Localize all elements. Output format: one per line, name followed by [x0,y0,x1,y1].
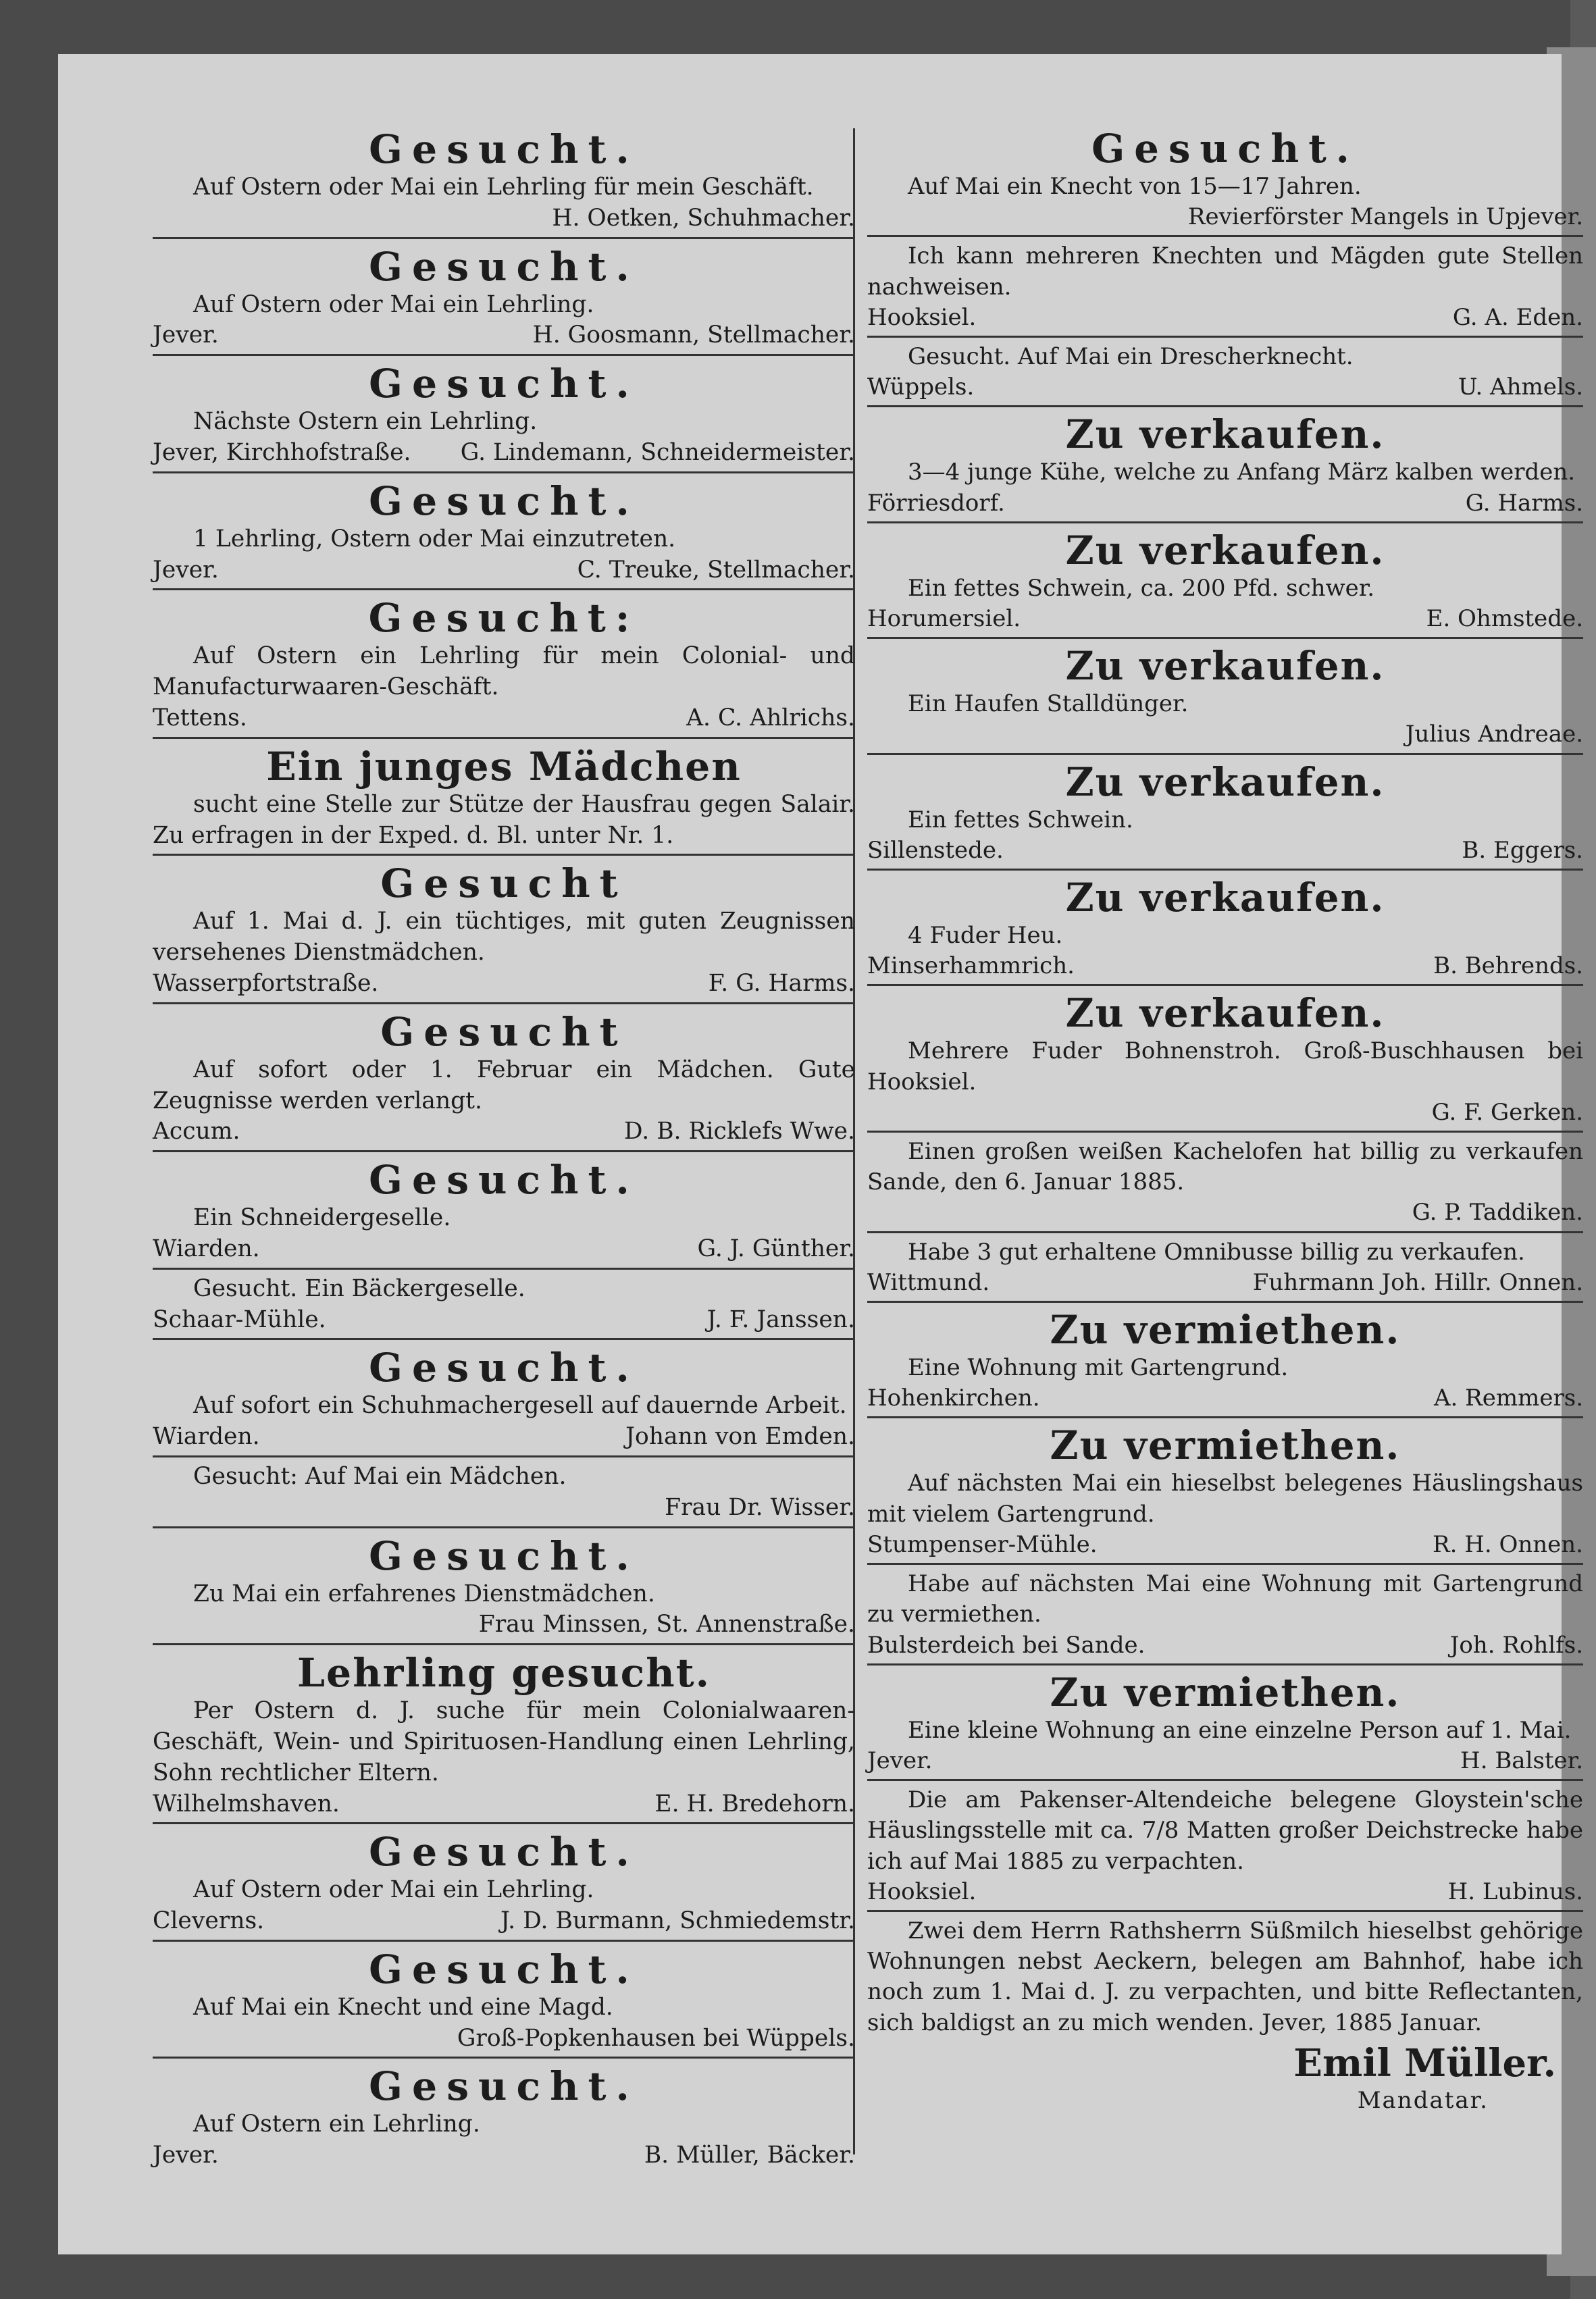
ad-place: Jever. [153,2142,219,2169]
ad-text: Gesucht: Auf Mai ein Mädchen. [193,1462,567,1490]
advertisement [153,1940,855,2057]
ad-footer [867,1877,1583,1907]
ad-footer [153,1116,855,1147]
ad-text: Die am Pakenser-Altendeiche belegene Gloystein'sche Häuslingsstelle mit ca. 7/8 Matten großer Deichstrecke habe ich auf Mai 1885 zu verpachten. [867,1786,1583,1875]
ad-signature: J. D. Burmann, Schmiedemstr. [500,1907,855,1935]
advertisement [867,1663,1583,1779]
advertisement [153,1150,855,1268]
ad-place: Wiarden. [153,1423,260,1451]
ad-signature: F. G. Harms. [708,969,855,997]
ad-heading: Gesucht. [369,126,639,172]
ad-footer [153,1493,855,1524]
ad-place: Bulsterdeich bei Sande. [867,1631,1145,1659]
ad-footer [867,1097,1583,1128]
ad-footer [867,604,1583,634]
ad-heading: Zu verkaufen. [1065,758,1385,805]
advertisement [153,1268,855,1339]
ad-signature: Johann von Emden. [625,1423,855,1451]
advertisement [867,336,1583,405]
ad-footer [867,1630,1583,1661]
advertisement [867,235,1583,336]
advertisement [867,1910,1583,2041]
ad-heading: Zu verkaufen. [1065,527,1385,573]
ad-text: Auf Mai ein Knecht und eine Magd. [193,1993,613,2021]
ad-heading: Zu verkaufen. [1065,411,1385,458]
ad-signature: G. A. Eden. [1452,303,1583,331]
ad-text: Zwei dem Herrn Rathsherrn Süßmilch hieselbst gehörige Wohnungen nebst Aeckern, belegen am Bahnhof, habe ich noch zum 1. Mai d. J. zu verpachten, und bitte Reflectanten, sich baldigst an zu mich wenden. Jever, 1885 Januar. [867,1917,1583,2036]
ad-place: Hooksiel. [867,1878,977,1905]
ad-signature: H. Lubinus. [1447,1878,1583,1905]
ad-heading: Gesucht. [369,1532,639,1579]
ad-text: Auf Ostern ein Lehrling. [193,2111,480,2138]
ad-place: Wüppels. [867,373,975,401]
ad-place: Wilhelmshaven. [153,1790,340,1817]
ad-footer [867,303,1583,333]
advertisement [153,1822,855,1940]
ad-footer [867,1383,1583,1414]
ad-footer [153,438,855,469]
ad-signature: A. C. Ahlrichs. [686,704,855,731]
ad-heading: Zu verkaufen. [1065,643,1385,690]
ad-footer [153,555,855,586]
advertisement [153,354,855,471]
ad-text: Ein fettes Schwein. [908,806,1133,833]
ad-signature: E. Ohmstede. [1426,605,1583,633]
ad-footer [867,1746,1583,1776]
ad-signature: Joh. Rohlfs. [1449,1631,1583,1659]
ad-text: Auf Ostern ein Lehrling für mein Colonial- und Manufacturwaaren-Geschäft. [153,642,855,701]
ad-text: Einen großen weißen Kachelofen hat billig zu verkaufen Sande, den 6. Januar 1885. [867,1138,1583,1196]
ad-footer [867,372,1583,403]
ad-place: Horumersiel. [867,605,1021,633]
ad-signature: H. Balster. [1460,1747,1583,1774]
ad-signature: R. H. Onnen. [1433,1530,1583,1558]
ad-place: Tettens. [153,704,247,731]
ad-text: Auf sofort oder 1. Februar ein Mädchen. Gute Zeugnisse werden verlangt. [153,1056,855,1114]
ad-heading: Gesucht. [369,360,639,407]
advertisement [867,1416,1583,1563]
ad-text: 1 Lehrling, Ostern oder Mai einzutreten. [193,525,676,552]
ad-footer [153,1906,855,1937]
ad-footer [153,968,855,1000]
ad-heading: Gesucht. [369,1828,639,1876]
ad-signature: E. H. Bredehorn. [654,1790,855,1817]
ad-place: Jever. [153,321,219,349]
ad-text: Auf nächsten Mai ein hieselbst belegenes Häuslingshaus mit vielem Gartengrund. [867,1470,1583,1528]
ad-signature: Revierförster Mangels in Upjever. [1187,203,1583,231]
ad-place: Cleverns. [153,1907,265,1935]
ad-footer [153,1234,855,1265]
ad-heading: Gesucht: [368,594,640,642]
ad-signature: H. Goosmann, Stellmacher. [532,321,855,349]
ad-place: Minserhammrich. [867,952,1075,980]
ad-heading: Zu verkaufen. [1065,990,1385,1037]
ad-signature: Frau Dr. Wisser. [665,1493,855,1521]
advertisement [867,405,1583,521]
ad-text: Ich kann mehreren Knechten und Mägden gute Stellen nachweisen. [867,242,1583,301]
advertisement [153,737,855,854]
ad-place: Schaar-Mühle. [153,1306,326,1333]
advertisement [153,122,855,237]
ad-text: sucht eine Stelle zur Stütze der Hausfrau gegen Salair. Zu erfragen in der Exped. d. Bl. unter Nr. 1. [153,790,855,849]
ad-heading: Zu vermiethen. [1050,1422,1401,1469]
ad-heading: Gesucht. [1091,126,1359,172]
ad-signature: Fuhrmann Joh. Hillr. Onnen. [1252,1268,1583,1296]
ad-place: Jever, Kirchhofstraße. [153,438,411,466]
ad-heading: Gesucht. [369,1156,639,1204]
ad-heading: Ein junges Mädchen [266,742,742,790]
ad-place: Wiarden. [153,1235,260,1262]
advertisement [153,237,855,355]
advertisement [867,984,1583,1131]
ad-text: Auf Ostern oder Mai ein Lehrling. [193,1876,594,1904]
ad-footer [153,2140,855,2171]
advertisement [867,1231,1583,1301]
ad-heading: Gesucht. [369,2063,639,2110]
advertisement [867,1301,1583,1416]
ad-signature: D. B. Ricklefs Wwe. [623,1118,855,1145]
advertisement [153,1643,855,1822]
ad-signature: G. J. Günther. [697,1235,855,1262]
left-column [153,122,855,2174]
ad-place: Wittmund. [867,1268,990,1296]
ad-text: Habe auf nächsten Mai eine Wohnung mit Gartengrund zu vermiethen. [867,1570,1583,1628]
ad-signature: Groß-Popkenhausen bei Wüppels. [457,2024,855,2052]
ad-heading: Zu vermiethen. [1050,1307,1401,1353]
ad-heading: Gesucht. [369,1344,639,1391]
ad-text: Eine kleine Wohnung an eine einzelne Person auf 1. Mai. [908,1716,1572,1744]
ad-footer [153,1609,855,1641]
ad-signature: G. Lindemann, Schneidermeister. [460,438,855,466]
ad-text: Gesucht. Ein Bäckergeselle. [193,1274,525,1302]
ad-heading: Gesucht. [369,1945,639,1992]
ad-heading: Gesucht [380,860,627,907]
advertisement [867,869,1583,984]
ad-signature: B. Behrends. [1433,952,1583,980]
advertisement [867,1131,1583,1231]
ad-heading: Zu verkaufen. [1065,875,1385,921]
ad-heading: Zu vermiethen. [1050,1669,1401,1715]
ad-text: Auf Mai ein Knecht von 15—17 Jahren. [908,173,1362,200]
ad-heading: Lehrling gesucht. [297,1649,711,1697]
closing-signature [867,2041,1583,2116]
ad-text: Eine Wohnung mit Gartengrund. [908,1354,1289,1382]
ad-signature: U. Ahmels. [1458,373,1583,401]
ad-text: Zu Mai ein erfahrenes Dienstmädchen. [193,1580,655,1607]
ad-text: Auf sofort ein Schuhmachergesell auf dauernde Arbeit. [193,1392,847,1420]
ad-place: Wasserpfortstraße. [153,969,379,997]
ad-signature: Frau Minssen, St. Annenstraße. [478,1611,855,1638]
advertisement [867,753,1583,869]
ad-footer [867,1197,1583,1228]
ad-text: Per Ostern d. J. suche für mein Colonialwaaren-Geschäft, Wein- und Spirituosen-Handlung einen Lehrling, Sohn rechtlicher Eltern. [153,1697,855,1786]
advertisement [153,1338,855,1455]
ad-footer [867,1268,1583,1298]
ad-text: Auf 1. Mai d. J. ein tüchtiges, mit guten Zeugnissen versehenes Dienstmädchen. [153,908,855,966]
ad-place: Förriesdorf. [867,489,1005,517]
ad-signature: H. Oetken, Schuhmacher. [552,204,855,232]
ad-place: Jever. [867,1747,933,1774]
ad-text: Ein Schneidergeselle. [193,1204,451,1232]
ad-footer [867,1530,1583,1560]
ad-place: Accum. [153,1118,240,1145]
ad-signature: G. F. Gerken. [1431,1098,1583,1126]
ad-place: Stumpenser-Mühle. [867,1530,1098,1558]
ad-place: Sillenstede. [867,836,1004,864]
advertisement [153,1002,855,1150]
ad-footer [867,719,1583,750]
ad-footer [153,703,855,734]
ad-text: Ein Haufen Stalldünger. [908,690,1189,718]
advertisement [867,521,1583,637]
advertisement [867,1563,1583,1663]
ad-signature: Julius Andreae. [1405,721,1583,748]
advertisement [153,1455,855,1526]
advertisement [867,1779,1583,1910]
ad-footer [153,1422,855,1453]
ad-signature: G. Harms. [1465,489,1583,517]
ad-signature: G. P. Taddiken. [1412,1199,1583,1226]
right-column [867,122,1583,2116]
advertisement [153,1526,855,1644]
ad-footer [867,202,1583,232]
closing-title: Mandatar. [1357,2086,1489,2114]
ad-heading: Gesucht. [369,242,639,290]
ad-text: 3—4 junge Kühe, welche zu Anfang März kalben werden. [908,459,1576,486]
ad-footer [867,488,1583,519]
ad-signature: C. Treuke, Stellmacher. [577,556,855,584]
ad-text: Mehrere Fuder Bohnenstroh. Groß-Buschhausen bei Hooksiel. [867,1037,1583,1095]
ad-text: Ein fettes Schwein, ca. 200 Pfd. schwer. [908,574,1375,602]
ad-place: Hohenkirchen. [867,1385,1040,1412]
ad-signature: B. Müller, Bäcker. [644,2142,855,2169]
ad-text: Gesucht. Auf Mai ein Drescherknecht. [908,343,1354,371]
ad-text: Auf Ostern oder Mai ein Lehrling. [193,290,594,318]
advertisement [153,2057,855,2174]
ad-place: Hooksiel. [867,303,977,331]
ad-footer [153,1305,855,1336]
ad-text: Habe 3 gut erhaltene Omnibusse billig zu verkaufen. [908,1238,1525,1266]
ad-signature: B. Eggers. [1462,836,1583,864]
ad-signature: A. Remmers. [1434,1385,1583,1412]
ad-signature: J. F. Janssen. [706,1306,855,1333]
ad-footer [867,951,1583,981]
advertisement [867,122,1583,235]
ad-heading: Gesucht. [369,477,639,524]
ad-text: 4 Fuder Heu. [908,922,1063,950]
advertisement [153,471,855,589]
ad-footer [153,203,855,234]
ad-footer [153,320,855,351]
advertisement [867,637,1583,752]
closing-name: Emil Müller. [1293,2040,1556,2086]
advertisement [153,588,855,736]
ad-footer [153,1789,855,1820]
newspaper-page [58,54,1583,2254]
ad-heading: Gesucht [380,1008,627,1055]
advertisement [153,854,855,1002]
ad-text: Nächste Ostern ein Lehrling. [193,408,538,436]
ad-footer [867,835,1583,866]
ad-footer [153,2023,855,2055]
ad-place: Jever. [153,556,219,584]
ad-text: Auf Ostern oder Mai ein Lehrling für mein Geschäft. [193,174,814,201]
